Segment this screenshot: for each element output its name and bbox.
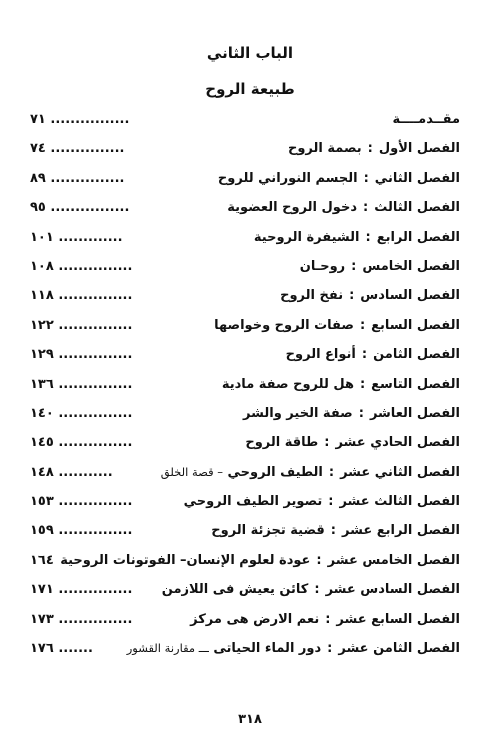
chapter-name: الفصل الثامن xyxy=(373,347,460,363)
toc-entry-label xyxy=(60,553,460,568)
separator: : xyxy=(324,435,330,451)
page-reference: ١٣٦ ............... xyxy=(30,376,133,392)
toc-entry xyxy=(30,225,460,254)
toc-entry xyxy=(30,636,460,665)
page-reference: ١٢٩ ............... xyxy=(30,347,133,363)
page-reference: ٩٥ ................ xyxy=(30,200,130,216)
toc-entry-label xyxy=(300,259,460,274)
chapter-name: الفصل الرابع xyxy=(376,229,460,245)
toc-entry xyxy=(30,342,460,371)
chapter-title: قضية تجزئة الروح xyxy=(211,523,325,539)
chapter-name: الفصل التاسع xyxy=(371,376,460,392)
chapter-title: بصمة الروح xyxy=(287,141,362,157)
separator: : xyxy=(349,288,355,304)
toc-entry-label xyxy=(184,494,460,509)
page-reference: ١٦٤ xyxy=(30,552,54,568)
toc-entry-label xyxy=(288,141,460,156)
chapter-name: الفصل السابع عشر xyxy=(336,611,460,627)
separator: : xyxy=(365,229,371,245)
separator: : xyxy=(361,347,368,363)
chapter-name: الفصل الثامن عشر xyxy=(338,641,460,657)
separator: : xyxy=(316,552,322,568)
chapter-name: الفصل السادس xyxy=(360,288,460,304)
chapter-title: صفة الخير والشر xyxy=(243,405,353,421)
toc-entry-label xyxy=(162,582,460,597)
chapter-title: دور الماء الحياتى xyxy=(213,641,322,657)
toc-entry-label xyxy=(222,377,460,392)
separator: : xyxy=(328,464,335,480)
page-reference: ١٥٩ ............... xyxy=(30,523,133,539)
chapter-subtitle: – قصة الخلق xyxy=(160,464,223,479)
page-reference: ١٤٨ ........... xyxy=(30,464,113,480)
chapter-name: الفصل الحادي عشر xyxy=(335,435,460,451)
toc-entry xyxy=(30,107,460,136)
toc-entry-label xyxy=(254,230,460,245)
toc-entry xyxy=(30,430,460,459)
chapter-title: الجسم النوراني للروح xyxy=(217,170,358,186)
chapter-name: الفصل الخامس عشر xyxy=(327,552,460,568)
chapter-name: مقــدمــــة xyxy=(392,112,460,127)
chapter-title: نعم الارض هى مركز xyxy=(190,611,320,627)
toc-entry xyxy=(30,489,460,518)
separator: : xyxy=(362,200,369,216)
separator: : xyxy=(363,170,369,186)
page-reference: ١٠١ ............. xyxy=(30,229,123,245)
separator: : xyxy=(330,523,336,539)
toc-entry-label xyxy=(127,641,460,656)
chapter-name: الفصل الثالث عشر xyxy=(339,494,460,510)
separator: : xyxy=(358,405,364,421)
toc-entry xyxy=(30,401,460,430)
chapter-name: الفصل الخامس xyxy=(362,258,460,274)
chapter-title: نفخ الروح xyxy=(280,288,344,304)
toc-entry xyxy=(30,283,460,312)
toc-entry-label xyxy=(161,465,460,480)
table-of-contents xyxy=(30,107,460,665)
page-reference: ١٠٨ ............... xyxy=(30,258,133,274)
chapter-name: الفصل العاشر xyxy=(369,405,460,421)
page-reference: ١١٨ ............... xyxy=(30,288,133,304)
chapter-name: الفصل الثاني عشر xyxy=(340,464,460,480)
toc-entry xyxy=(30,313,460,342)
separator: : xyxy=(367,141,373,157)
chapter-title: الطيف الروحي xyxy=(227,464,323,480)
chapter-name: الفصل الرابع عشر xyxy=(342,523,460,539)
section-title: طبيعة الروح xyxy=(205,80,295,98)
chapter-title: دخول الروح العضوية xyxy=(227,200,357,216)
chapter-name: الفصل الأول xyxy=(378,141,460,157)
page-reference: ٧٤ ............... xyxy=(30,141,125,157)
separator: : xyxy=(328,494,334,510)
chapter-name: الفصل الثاني xyxy=(374,170,460,186)
toc-entry xyxy=(30,166,460,195)
toc-entry-label xyxy=(280,288,460,303)
toc-entry xyxy=(30,518,460,547)
chapter-title: عودة لعلوم الإنسان– الفوتونات الروحية xyxy=(60,552,311,568)
separator: : xyxy=(314,582,320,598)
separator: : xyxy=(359,317,366,333)
toc-entry-label xyxy=(392,112,460,127)
chapter-name: الفصل الثالث xyxy=(374,200,460,216)
toc-entry xyxy=(30,607,460,636)
page-reference: ١٧١ ............... xyxy=(30,582,133,598)
page-reference: ١٤٥ ............... xyxy=(30,435,133,451)
page-number: ٣١٨ xyxy=(238,712,262,727)
separator: : xyxy=(325,611,331,627)
toc-entry-label xyxy=(286,347,460,362)
page-reference: ١٧٣ ............... xyxy=(30,611,133,627)
chapter-title: هل للروح صفة مادية xyxy=(221,376,354,392)
chapter-title: أنواع الروح xyxy=(285,347,356,363)
toc-entry xyxy=(30,254,460,283)
separator: : xyxy=(351,258,357,274)
page-reference: ١٤٠ ............... xyxy=(30,405,133,421)
toc-entry-label xyxy=(214,318,460,333)
chapter-name: الفصل السادس عشر xyxy=(325,582,460,598)
part-title: الباب الثاني xyxy=(206,44,294,62)
chapter-title: روحـان xyxy=(299,258,346,274)
toc-entry xyxy=(30,548,460,577)
toc-entry-label xyxy=(211,523,460,538)
page-reference: ١٧٦ ....... xyxy=(30,641,93,657)
chapter-subtitle: ـــ مقارنة القشور xyxy=(126,641,209,656)
page-reference: ١٥٣ ............... xyxy=(30,494,133,510)
chapter-title: الشيفرة الروحية xyxy=(253,229,360,245)
chapter-title: تصوير الطيف الروحي xyxy=(183,494,323,510)
chapter-title: كائن يعيش فى اللازمن xyxy=(161,582,309,598)
toc-entry xyxy=(30,136,460,165)
separator: : xyxy=(327,641,333,657)
page-reference: ٧١ ................ xyxy=(30,112,130,127)
toc-entry-label xyxy=(190,612,460,627)
toc-entry-label xyxy=(243,406,460,421)
toc-entry xyxy=(30,577,460,606)
page-reference: ٨٩ ............... xyxy=(30,170,125,186)
toc-entry-label xyxy=(245,435,460,450)
page-reference: ١٢٢ ............... xyxy=(30,317,133,333)
toc-entry xyxy=(30,460,460,489)
chapter-name: الفصل السابع xyxy=(371,317,460,333)
toc-entry xyxy=(30,372,460,401)
toc-entry-label xyxy=(218,171,460,186)
chapter-title: صفات الروح وخواصها xyxy=(214,317,354,333)
chapter-title: طاقة الروح xyxy=(245,435,319,451)
separator: : xyxy=(359,376,366,392)
toc-entry xyxy=(30,195,460,224)
toc-entry-label xyxy=(227,200,460,215)
